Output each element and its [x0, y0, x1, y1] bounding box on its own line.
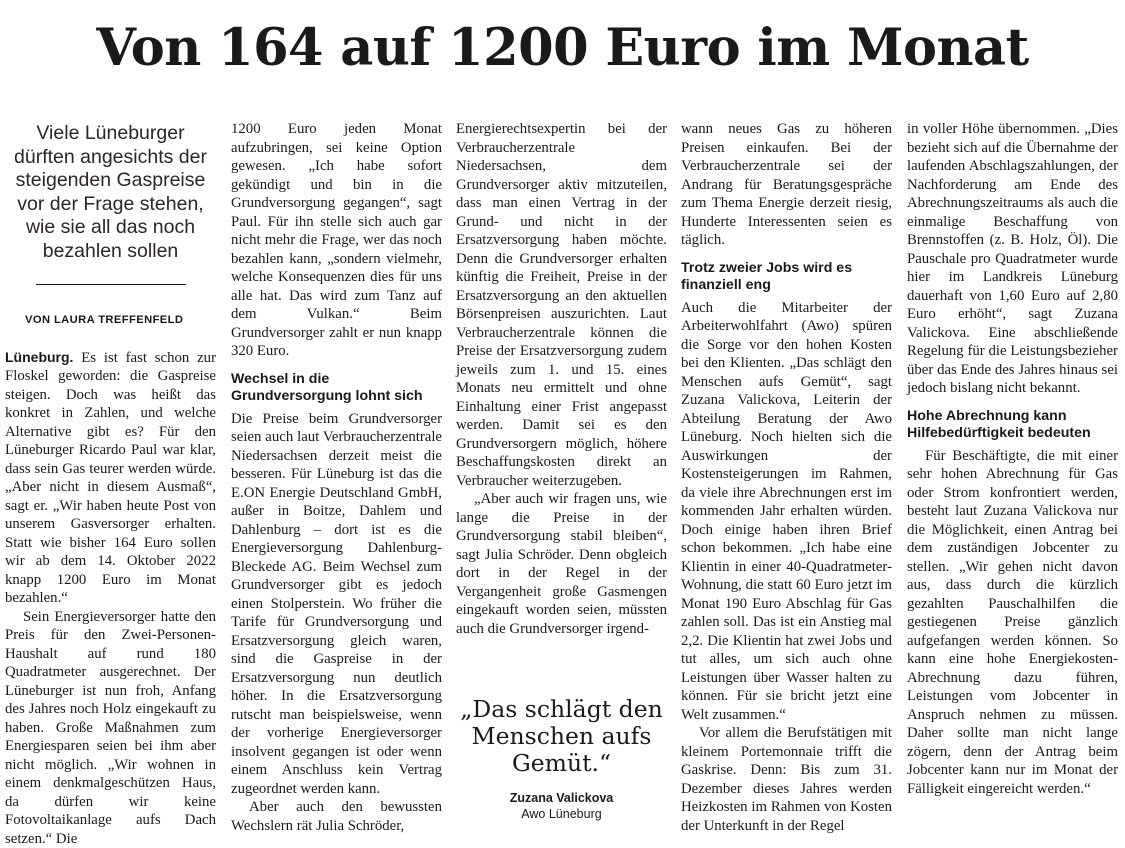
teaser-divider [36, 284, 186, 285]
pull-quote-text: „Das schlägt den Menschen aufs Gemüt.“ [456, 696, 667, 777]
paragraph [5, 348, 216, 608]
paragraph: Vor allem die Berufstätigen mit kleinem Portemonnaie trifft die Gaskrise. Denn: Bis zum 31. Dezember dieses Jahres werden Heizkosten im Rahmen von Kosten der Unterkunft in der Regel [681, 724, 892, 835]
paragraph: Energierechtsexpertin bei der Verbraucherzentrale Niedersachsen, dem Grundversorger aktiv mitzuteilen, dass man einen Vertrag in der Grund- und nicht in der Ersatzversorgung haben möchte. Denn die Grundversorger erhalten künftig die Freiheit, Preise in der Ersatzversorgung an den aktuellen Börsenpreisen auszurichten. Laut Verbraucherzentrale können die Preise der Ersatzversorgung zudem jeweils zum 1. und 15. eines Monats neu ermittelt und ohne Einhaltung einer Frist angepasst werden. Damit sei es den Grundversorgern möglich, höhere Beschaffungskosten direkt an Verbraucher weiterzugeben. [456, 120, 667, 490]
pull-quote-organization: Awo Lüneburg [456, 807, 667, 821]
subheading: Hohe Abrechnung kann Hilfebedürftigkeit bedeuten [907, 408, 1118, 442]
article-column-1 [5, 120, 216, 838]
article-headline: Von 164 auf 1200 Euro im Monat [0, 20, 1125, 76]
pull-quote-author: Zuzana Valickova [456, 791, 667, 805]
dateline: Lüneburg. [5, 349, 73, 365]
subheading: Trotz zweier Jobs wird es finanziell eng [681, 260, 892, 294]
pull-quote [456, 696, 667, 821]
paragraph: wann neues Gas zu höheren Preisen einkaufen. Bei der Verbraucherzentrale sei der Andrang für Beratungsgespräche zum Thema Energie derzeit riesig, Hunderte Interessenten seien es täglich. [681, 120, 892, 250]
author-byline: VON LAURA TREFFENFELD [25, 311, 216, 330]
article-column-2 [231, 120, 442, 838]
article-column-5 [907, 120, 1118, 838]
paragraph-text: Es ist fast schon zur Floskel geworden: die Gaspreise steigen. Doch was heißt das konkret in Zahlen, und welche Alternative gibt es? Für den Lüneburger Ricardo Paul war klar, dass sein Gas teurer werden würde. „Aber nicht in diesem Ausmaß“, sagt er. „Wir haben heute Post von unserem Gasversorger erhalten. Statt wie bisher 164 Euro sollen wir ab dem 14. Oktober 2022 knapp 1200 Euro im Monat bezahlen.“ [5, 350, 216, 607]
subheading: Wechsel in die Grundversorgung lohnt sich [231, 371, 442, 405]
teaser-text: Viele Lüneburger dürften angesichts der steigenden Gaspreise vor der Frage stehen, wie sie all das noch bezahlen sollen [5, 122, 216, 263]
article-column-4 [681, 120, 892, 838]
paragraph: 1200 Euro jeden Monat aufzubringen, sei keine Option gewesen. „Ich habe sofort gekündigt und bin in die Grundversorgung gegangen“, sagt Paul. Für ihn stelle sich auch gar nicht mehr die Frage, wer das noch bezahlen kann, „sondern vielmehr, welche Konsequenzen dies für uns alle hat. Das wird zum Tanz auf dem Vulkan.“ Beim Grundversorger zahlt er nun knapp 320 Euro. [231, 120, 442, 361]
paragraph: Aber auch den bewussten Wechslern rät Julia Schröder, [231, 798, 442, 835]
paragraph: in voller Höhe übernommen. „Dies bezieht sich auf die Übernahme der laufenden Abschlagszahlungen, der Nachforderung am Ende des Abrechnungszeitraums als auch die einmalige Beschaffung von Brennstoffen (z. B. Holz, Öl). Die Pauschale pro Quadratmeter wurde hier im Landkreis Lüneburg dauerhaft von 1,60 Euro auf 2,80 Euro erhöht“, sagt Zuzana Valickova. Eine abschließende Regelung für die Leistungsbezieher über das Ende des Jahres hinaus sei jedoch bislang nicht bekannt. [907, 120, 1118, 398]
paragraph: „Aber auch wir fragen uns, wie lange die Preise in der Grundversorgung stabil bleiben“, sagt Julia Schröder. Denn obgleich dort in der Regel in der Vergangenheit große Gasmengen eingekauft worden seien, müssten auch die Grundversorger irgend- [456, 490, 667, 638]
paragraph: Auch die Mitarbeiter der Arbeiterwohlfahrt (Awo) spüren die Sorge vor den hohen Kosten bei den Klienten. „Das schlägt den Menschen aufs Gemüt“, sagt Zuzana Valickova, Leiterin der Abteilung Beratung der Awo Lüneburg. Noch hielten sich die Auswirkungen der Kostensteigerungen im Rahmen, da viele ihre Abrechnungen erst im kommenden Jahr erhalten würden. Doch einige haben ihren Brief schon bekommen. „Ich habe eine Klientin in einer 40-Quadratmeter-Wohnung, die statt 60 Euro jetzt im Monat 190 Euro Abschlag für Gas zahlen soll. Das ist ein Anstieg mal 2,2. Die Klientin hat zwei Jobs und tut alles, um sich auch ohne Leistungen über Wasser halten zu können. Für sie bricht jetzt eine Welt zusammen.“ [681, 299, 892, 725]
paragraph: Die Preise beim Grundversorger seien auch laut Verbraucherzentrale Niedersachsen derzeit meist die besseren. Für Lüneburg ist das die E.ON Energie Deutschland GmbH, außer in Boitze, Dahlem und Dahlenburg – dort ist es die Energieversorgung Dahlenburg-Bleckede AG. Beim Wechsel zum Grundversorger gibt es jedoch einen Stolperstein. Wo früher die Tarife für Grundversorgung und Ersatzversorgung gleich waren, sind die Gaspreise in der Ersatzversorgung nun deutlich höher. In die Ersatzversorgung rutscht man beispielsweise, wenn der vorherige Energieversorger insolvent gegangen ist oder wenn einem Anschluss kein Vertrag zugeordnet werden kann. [231, 410, 442, 799]
paragraph: Für Beschäftigte, die mit einer sehr hohen Abrechnung für Gas oder Strom konfrontiert werden, besteht laut Zuzana Valickova nur die Möglichkeit, einen Antrag bei dem zuständigen Jobcenter zu stellen. „Wir gehen nicht davon aus, dass durch die kürzlich gezahlten Pauschalhilfen die gestiegenen Preise gänzlich aufgefangen werden können. So kann eine hohe Energiekosten-Abrechnung dazu führen, Leistungen vom Jobcenter in Anspruch nehmen zu müssen. Daher sollte man nicht lange zögern, denn der Antrag beim Jobcenter kann nur im Monat der Fälligkeit eingereicht werden.“ [907, 447, 1118, 799]
paragraph: Sein Energieversorger hatte den Preis für den Zwei-Personen-Haushalt auf rund 180 Quadratmeter ausgerechnet. Der Lüneburger ist nun froh, Anfang des Jahres noch Holz eingekauft zu haben. Große Maßnahmen zum Energiesparen seien bei ihm aber nicht möglich. „Wir wohnen in einem denkmalgeschützen Haus, da dürfen wir keine Fotovoltaikanlage aufs Dach setzen.“ Die [5, 608, 216, 848]
